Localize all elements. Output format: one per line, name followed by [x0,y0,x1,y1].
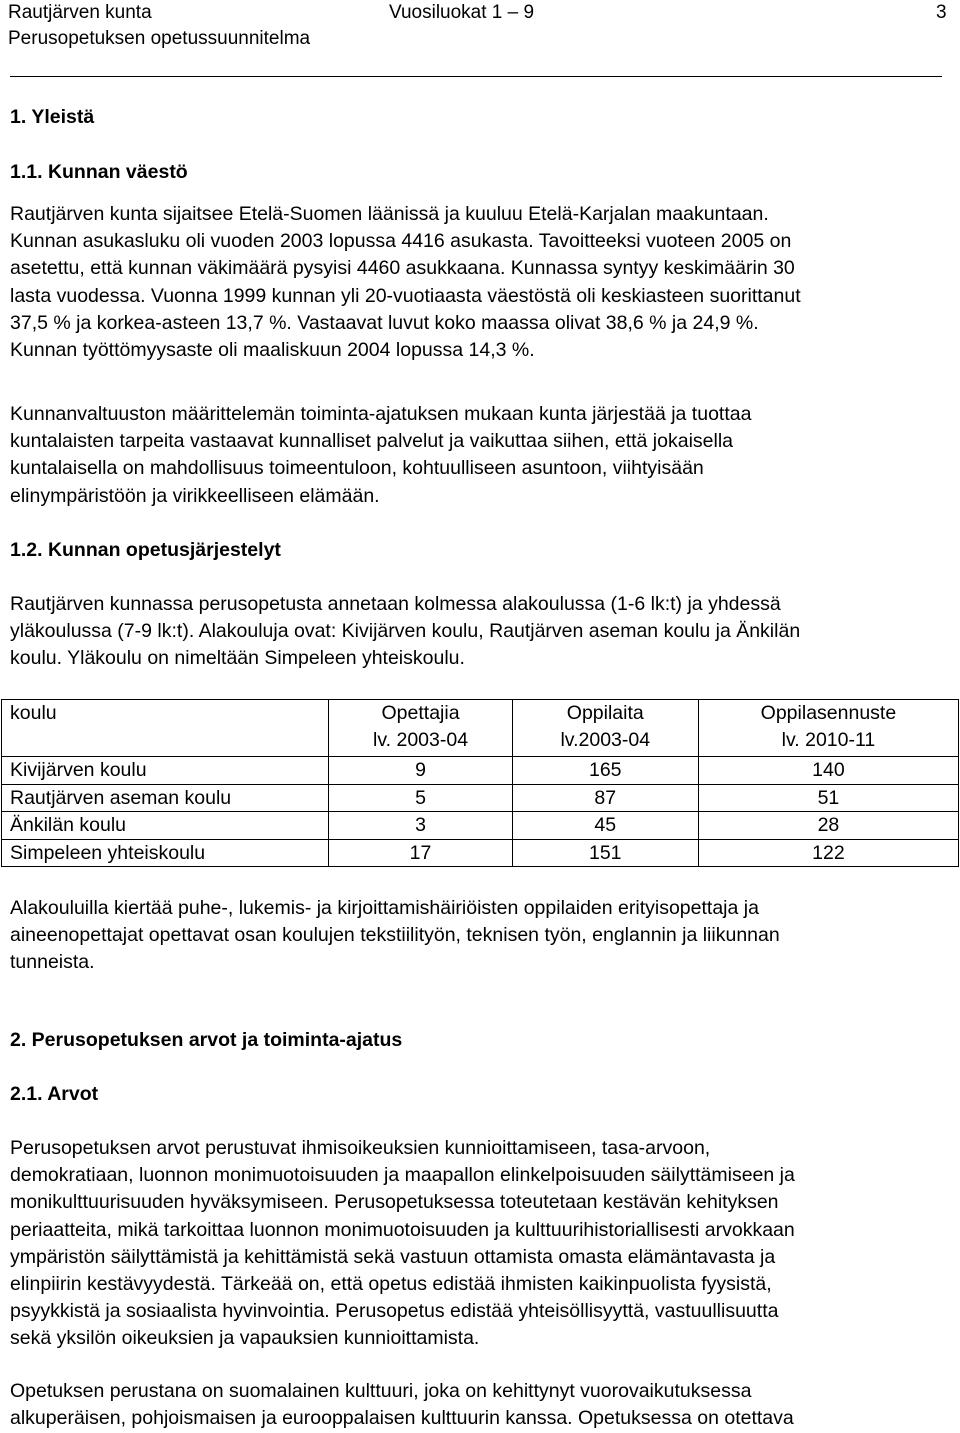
text-line: Kunnan asukasluku oli vuoden 2003 lopussa 4416 asukasta. Tavoitteeksi vuoteen 2005 on [10,230,792,253]
header-grades: Vuosiluokat 1 – 9 [389,2,535,23]
header-cell-teachers: Opettajia lv. 2003-04 [329,700,512,757]
text-line: koulu. Yläkoulu on nimeltään Simpeleen yhteiskoulu. [10,647,465,670]
section-heading-2: 2. Perusopetuksen arvot ja toiminta-ajatus [10,1029,403,1051]
cell-teachers: 5 [329,784,512,812]
header-cell-school: koulu [2,700,329,757]
table-row [2,839,959,867]
header-document-title: Perusopetuksen opetussuunnitelma [8,28,311,49]
paragraph-population [10,201,950,364]
paragraph-values [10,1135,950,1353]
cell-school-name: Simpeleen yhteiskoulu [2,839,329,867]
text-line: elinympäristöön ja virikkeelliseen elämään. [10,484,380,507]
text-line: Opetuksen perustana on suomalainen kulttuuri, joka on kehittynyt vuorovaikutuksessa [10,1380,752,1402]
text-line: psyykkistä ja sosiaalista hyvinvointia. Perusopetus edistää yhteisöllisyyttä, vastuullisuutta [10,1300,779,1323]
text-line: Rautjärven kunnassa perusopetusta annetaan kolmessa alakoulussa (1-6 lk:t) ja yhdessä [10,593,781,615]
table-row [2,757,959,785]
table-header-row [2,700,959,757]
paragraph-special-teachers [10,895,950,977]
section-heading-1: 1. Yleistä [10,106,95,128]
text-line: kuntalaisella on mahdollisuus toimeentuloon, kohtuulliseen asuntoon, viihtyisään [10,457,704,480]
text-line: alkuperäisen, pohjoismaisen ja eurooppalaisen kulttuurin kanssa. Opetuksessa on otettava [10,1407,794,1430]
text-line: Rautjärven kunta sijaitsee Etelä-Suomen läänissä ja kuuluu Etelä-Karjalan maakuntaan. [10,203,769,225]
header-cell-pupil-forecast: Oppilasennuste lv. 2010-11 [698,700,958,757]
cell-teachers: 3 [329,812,512,840]
text-line: lasta vuodessa. Vuonna 1999 kunnan yli 20-vuotiaasta väestöstä oli keskiasteen suorittanut [10,284,801,307]
cell-school-name: Änkilän koulu [2,812,329,840]
table-row [2,812,959,840]
school-table [1,699,959,867]
text-line: Perusopetuksen arvot perustuvat ihmisoikeuksien kunnioittamiseen, tasa-arvoon, [10,1137,711,1159]
cell-school-name: Kivijärven koulu [2,757,329,785]
text-line: demokratiaan, luonnon monimuotoisuuden ja maapallon elinkelpoisuuden säilyttämiseen ja [10,1164,795,1187]
cell-forecast: 140 [698,757,958,785]
cell-forecast: 28 [698,812,958,840]
header-page-number: 3 [936,2,947,23]
cell-pupils: 87 [512,784,698,812]
text-line: tunneista. [10,951,95,974]
cell-pupils: 45 [512,812,698,840]
cell-teachers: 17 [329,839,512,867]
cell-pupils: 151 [512,839,698,867]
text-line: yläkoulussa (7-9 lk:t). Alakouluja ovat: Kivijärven koulu, Rautjärven aseman koulu ja Änkilän [10,620,801,643]
text-line: Kunnan työttömyysaste oli maaliskuun 2004 lopussa 14,3 %. [10,339,535,362]
table-row [2,784,959,812]
cell-forecast: 122 [698,839,958,867]
text-line: periaatteita, mikä tarkoittaa luonnon monimuotoisuuden ja kulttuurihistoriallisesti arvokkaan [10,1218,795,1241]
paragraph-mission [10,401,950,510]
header-org: Rautjärven kunta [8,2,152,23]
text-line: Kunnanvaltuuston määrittelemän toiminta-ajatuksen mukaan kunta järjestää ja tuottaa [10,403,752,425]
header-rule [10,76,942,77]
cell-school-name: Rautjärven aseman koulu [2,784,329,812]
section-heading-1-1: 1.1. Kunnan väestö [10,161,188,183]
paragraph-education-arrangements [10,591,950,673]
cell-teachers: 9 [329,757,512,785]
text-line: elinpiirin kestävyydestä. Tärkeää on, että opetus edistää ihmisten kaikinpuolista fyysistä, [10,1273,772,1296]
text-line: kuntalaisten tarpeita vastaavat kunnalliset palvelut ja vaikuttaa siihen, että jokaisella [10,430,734,453]
text-line: Alakouluilla kiertää puhe-, lukemis- ja kirjoittamishäiriöisten oppilaiden erityisopettaja ja [10,897,759,919]
text-line: monikulttuurisuuden hyväksymiseen. Perusopetuksessa toteutetaan kestävän kehityksen [10,1191,779,1214]
header-cell-pupils: Oppilaita lv.2003-04 [512,700,698,757]
paragraph-culture [10,1378,950,1432]
section-heading-2-1: 2.1. Arvot [10,1083,99,1105]
text-line: aineenopettajat opettavat osan koulujen tekstiilityön, teknisen työn, englannin ja liikunnan [10,924,780,947]
text-line: sekä yksilön oikeuksien ja vapauksien kunnioittamista. [10,1327,480,1350]
text-line: asetettu, että kunnan väkimäärä pysyisi 4460 asukkaana. Kunnassa syntyy keskimäärin 30 [10,257,795,280]
cell-pupils: 165 [512,757,698,785]
text-line: ympäristön säilyttämistä ja kehittämistä sekä vastuun ottamista omasta elämäntavasta ja [10,1245,776,1268]
text-line: 37,5 % ja korkea-asteen 13,7 %. Vastaavat luvut koko maassa olivat 38,6 % ja 24,9 %. [10,311,759,334]
section-heading-1-2: 1.2. Kunnan opetusjärjestelyt [10,539,281,561]
cell-forecast: 51 [698,784,958,812]
